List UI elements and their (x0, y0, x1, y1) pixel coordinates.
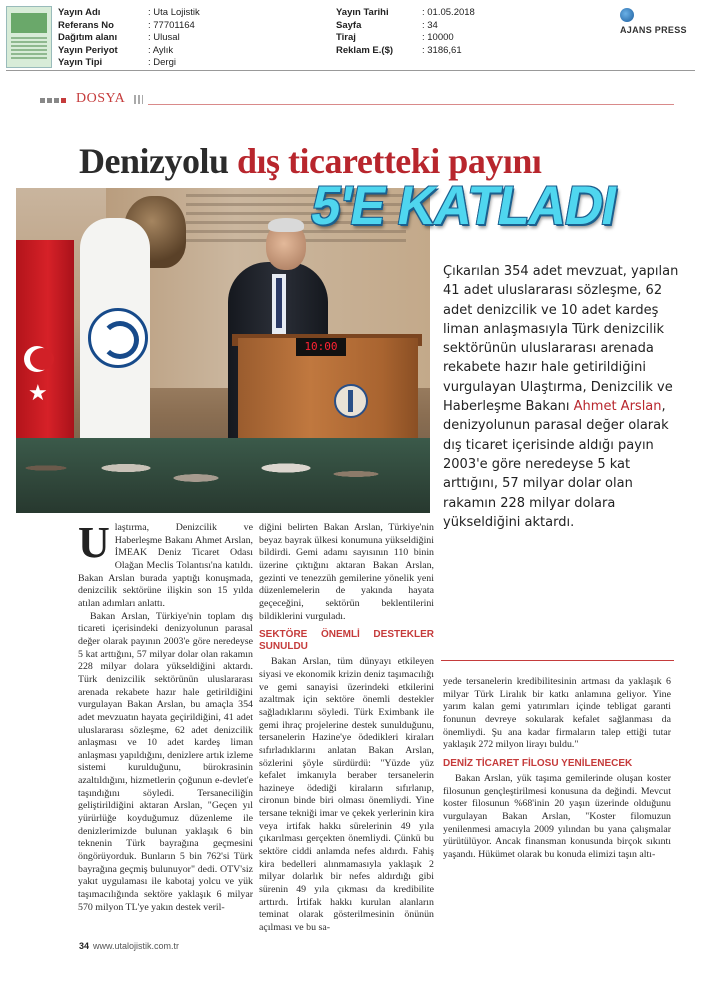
section-rule (148, 104, 674, 105)
column-divider (441, 660, 674, 661)
meta-values-left (148, 7, 328, 70)
meta-value: : 77701164 (148, 19, 195, 31)
footer-site[interactable]: www.utalojistik.com.tr (93, 941, 180, 951)
header-divider (6, 70, 695, 71)
meta-value: : 34 (422, 19, 438, 31)
clipping-thumbnail (6, 6, 52, 68)
audience (16, 438, 430, 513)
drop-cap: U (78, 518, 110, 567)
meta-value: : Ulusal (148, 32, 180, 43)
article-column-1 (78, 518, 253, 914)
section-square (47, 98, 52, 103)
meta-value: : Uta Lojistik (148, 7, 200, 18)
paragraph: Bakan Arslan, tüm dünyayı etkileyen siyasi ve ekonomik krizin deniz taşımacılığı ve gemi sanayisi üzerindeki etkilerini azaltmak için sektöre önemli destekler sağladıklarını söyledi. Türk Eximbank ile gemi ihraç projelerine destek sunulduğunu, tersanelerin Hazine'ye ödedikleri kiraları sıfırladıklarını anlatan Bakan Arslan, sözlerini şöyle sürdürdü: "Yüzde yüz kefalet imkanıyla beraber tersanelerin hazineye ödediği kiraların sıfırlanıp, cironun binde biri olması önemliydi. Yine tersane tekniği imar ve çekek yerlerinin kira veya irtifak hakkı sürelerinin 49 yıla çıkarılması gerçekten önemliydi. Çünkü bu sektöre ciddi anlamda nefes aldırdı. Fahiş kira bedelleri alınmamasıyla yaklaşık 2 milyar dolarlık bir nefes aldırdığı gibi sürenin 49 yıla çıkması da kredibilite arttırdı. İrtifak hakkı kurulan alanların teminat olarak gösterilmesinin önünün açılması ve bu sa- (259, 656, 434, 934)
meta-values-right (422, 7, 522, 57)
meta-label: Referans No (58, 19, 114, 31)
paragraph: yede tersanelerin kredibilitesinin artması da yaklaşık 6 milyar Türk Liralık bir katkı anlamına geliyor. Yine yarım kalan gemi yatırımları içinde tebligat garanti fonunun devreye sokularak kefalet sağlanması da önemliydi. Şu ana kadar firmaların talep ettiği tutar yaklaşık 272 milyon lirayı buldu." (443, 676, 671, 751)
turkish-flag: ★ (16, 240, 74, 502)
logo-text: AJANS PRESS (620, 25, 687, 35)
meta-value: : Aylık (148, 44, 174, 56)
meta-labels-left (58, 7, 148, 70)
pull-quote-name: Ahmet Arslan (573, 399, 662, 415)
paragraph: Bakan Arslan, Türkiye'nin toplam dış ticareti içerisindeki denizyolunun parasal değer olarak payının 2003'e göre neredeyse 5 kat arttığını, 57 milyar dolar olan rakamın 228 milyar dolara yükseldiğini aktardı. Türk denizcilik sektörünün uluslararası arenada rekabete hazır hale getirildiğini vurgulayan Bakan Arslan, bu amaçla 354 adet mevzuatın hayata geçirildiğini, 41 adet uluslararası sözleşme, 62 adet denizcilik anlaşması ve 10 adet kardeş liman anlaşması yapıldığını, denizlere artık izleme sistemi kurulduğunu, bürokrasinin azaltıldığını, hizmetlerin çoğunun e-devlet'e taşındığını söyledi. Tersaneciliğin geliştirildiğini aktaran Arslan, "Geçen yıl yürürlüğe koyduğumuz düzenleme ile denizlerimizde bulunan yaklaşık 6 bin teknenin Türk bayrağına geçmesini öngörüyorduk. Bunların 5 bin 762'si Türk bayrağına geçmiş bulunuyor" dedi. OTV'siz yakıt uygulaması ile kabotaj yolcu ve yük taşımacılığında sektöre yaklaşık 6 milyar 570 milyon TL'ye yakın destek veril- (78, 610, 253, 913)
subheading: DENİZ TİCARET FİLOSU YENİLENECEK (443, 757, 633, 769)
section-square (61, 98, 66, 103)
section-square (54, 98, 59, 103)
meta-value: : 01.05.2018 (422, 7, 475, 18)
globe-icon (620, 8, 634, 22)
meta-label: Yayın Tipi (58, 57, 103, 68)
podium-emblem (334, 384, 368, 418)
paragraph: diğini belirten Bakan Arslan, Türkiye'nin beyaz bayrak ülkesi konumuna yükseldiğini bildirdi. Gemi adamı sayısının 110 binin üzerine çıktığını aktaran Bakan Arslan, gezinti ve tenezzüh gemilerine yönelik yeni düzenlemelerin de yakında hayata geçeceğini, sektörün beklentilerini bildiklerini vurguladı. (259, 522, 434, 622)
headline-part1: Denizyolu (79, 141, 238, 181)
section-grid-icon (134, 95, 143, 104)
pull-quote-text: Çıkarılan 354 adet mevzuat, yapılan 41 adet uluslararası sözleşme, 62 adet denizcilik ve 10 adet kardeş liman anlaşmasıyla Türk denizcilik sektörünün uluslararası arenada rekabete hazır hale getirildiğini vurgulayan Ulaştırma, Denizcilik ve Haberleşme Bakanı (443, 264, 679, 415)
section-square (40, 98, 45, 103)
paragraph-text: laştırma, Denizcilik ve Haberleşme Bakanı Ahmet Arslan, İMEAK Deniz Ticaret Odası Olağan Meclis Tolantısı'na katıldı. Bakan Arslan burada yaptığı konuşmada, denizcilik sektörüne ilişkin son 15 yılda atılan adımları anlattı. (78, 522, 253, 609)
meta-value: : Dergi (148, 57, 176, 68)
podium-clock: 10:00 (296, 338, 346, 356)
meta-label: Yayın Tarihi (336, 7, 389, 18)
ajans-press-logo (620, 8, 694, 38)
page-footer (79, 941, 179, 951)
meta-value: : 3186,61 (422, 44, 462, 56)
meta-labels-right (336, 7, 422, 57)
meta-label: Tiraj (336, 32, 356, 43)
meta-label: Yayın Periyot (58, 44, 118, 56)
chamber-emblem (88, 308, 148, 368)
meta-label: Sayfa (336, 19, 362, 31)
paragraph: Bakan Arslan, yük taşıma gemilerinde oluşan koster filosunun gençleştirilmesi konusuna da değindi. Mevcut koster filosunun %68'inin 20 yaşın üzerinde olduğunu vurgulayan Bakan Arslan, "Koster filomuzun yenilenmesi amacıyla 2009 yılından bu yana çalışmalar yürütülüyor. Ancak finansman konusunda birçok sıkıntı yaşandı. Hükümet olarak bu konuda elimizi taşın altı- (443, 772, 671, 860)
subheading: SEKTÖRE ÖNEMLİ DESTEKLER SUNULDU (259, 629, 434, 653)
meta-label: Yayın Adı (58, 7, 101, 18)
article-column-3 (443, 676, 671, 862)
page-number: 34 (79, 941, 90, 951)
meta-value: : 10000 (422, 32, 454, 43)
article-column-2 (259, 522, 434, 935)
paragraph (78, 518, 253, 611)
section-label: DOSYA (76, 91, 126, 106)
headline-highlight: 5'E KATLADI (306, 175, 622, 237)
meta-label: Reklam E.($) (336, 44, 394, 56)
headline-part2: dış ticaretteki payını (237, 141, 542, 181)
pull-quote (443, 262, 683, 532)
meta-label: Dağıtım alanı (58, 32, 118, 43)
pull-quote-text: , denizyolunun parasal değer olarak dış ticaret içerisinde aldığı payın 2003'e göre neredeyse 5 kat arttığını, 57 milyar dolar olan rakamın 228 milyar dolara yükseldiğini aktardı. (443, 399, 669, 530)
